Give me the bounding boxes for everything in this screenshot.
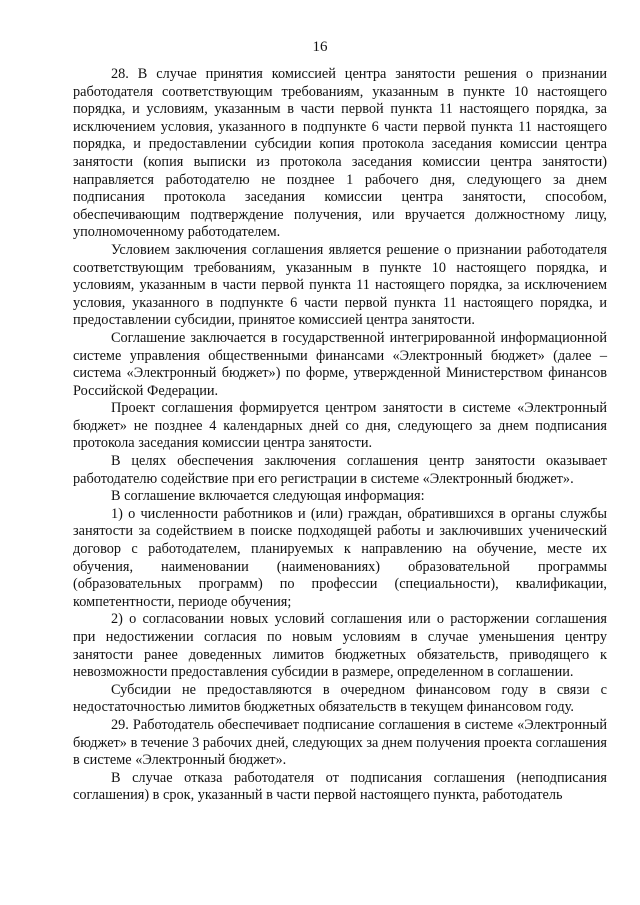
paragraph-agreement-condition: Условием заключения соглашения является решение о признании работодателя соответствующим требованиям, указанным в пункте 10 настоящего порядка, и условиям, указанным в части первой пункта 11 настоящего порядка, за исключением условия, указанного в подпункте 6 части первой пункта 11 настоящего порядка, и предоставлении субсидии, принятое комиссией центра занятости. xyxy=(73,241,607,329)
paragraph-agreement-contents-intro: В соглашение включается следующая информация: xyxy=(111,488,425,505)
paragraph-draft-agreement: Проект соглашения формируется центром занятости в системе «Электронный бюджет» не позднее 4 календарных дней со дня, следующего за днем подписания протокола заседания комиссии центра занятости. xyxy=(73,400,607,452)
paragraph-subsidies-not-provided: Субсидии не предоставляются в очередном финансовом году в связи с недостаточностью лимитов бюджетных обязательств в текущем финансовом году. xyxy=(73,681,607,716)
paragraph-28-decision-notification: 28. В случае принятия комиссией центра занятости решения о признании работодателя соответствующим требованиям, указанным в пункте 10 настоящего порядка, и условиям, указанным в части первой пункта 11 настоящего порядка, за исключением условия, указанного в подпункте 6 части первой пункта 11 настоящего порядка, и предоставлении субсидии копия протокола заседания комиссии центра занятости (копия выписки из протокола заседания комиссии центра занятости) направляется работодателю не позднее 1 рабочего дня, следующего за днем подписания протокола заседания комиссии центра занятости, способом, обеспечивающим подтверждение получения, или вручается должностному лицу, уполномоченному работодателем. xyxy=(73,66,607,241)
page-number: 16 xyxy=(312,39,328,55)
list-item-1-workers-training: 1) о численности работников и (или) граждан, обратившихся в органы службы занятости за содействием в поиске подходящей работы и заключивших ученический договор с работодателем, планируемых к направлению на обучение, месте их обучения, наименовании (наименованиях) образовательной программы (образовательных программ) по профессии (специальности), квалификации, компетентности, периоде обучения; xyxy=(73,505,607,610)
paragraph-registration-assistance: В целях обеспечения заключения соглашения центр занятости оказывает работодателю содействие при его регистрации в системе «Электронный бюджет». xyxy=(73,453,607,487)
list-item-2-new-conditions: 2) о согласовании новых условий соглашения или о расторжении соглашения при недостижении согласия по новым условиям в случае уменьшения центру занятости ранее доведенных лимитов бюджетных обязательств, приводящего к невозможности предоставления субсидии в размере, определенном в соглашении. xyxy=(73,611,607,681)
document-body xyxy=(73,66,607,805)
paragraph-agreement-system: Соглашение заключается в государственной интегрированной информационной системе управления общественными финансами «Электронный бюджет» (далее – система «Электронный бюджет») по форме, утвержденной Министерством финансов Российской Федерации. xyxy=(73,329,607,399)
paragraph-29-signing: 29. Работодатель обеспечивает подписание соглашения в системе «Электронный бюджет» в течение 3 рабочих дней, следующих за днем получения проекта соглашения в системе «Электронный бюджет». xyxy=(73,716,607,769)
paragraph-refusal-to-sign: В случае отказа работодателя от подписания соглашения (неподписания соглашения) в срок, указанный в части первой настоящего пункта, работодатель xyxy=(73,769,607,804)
